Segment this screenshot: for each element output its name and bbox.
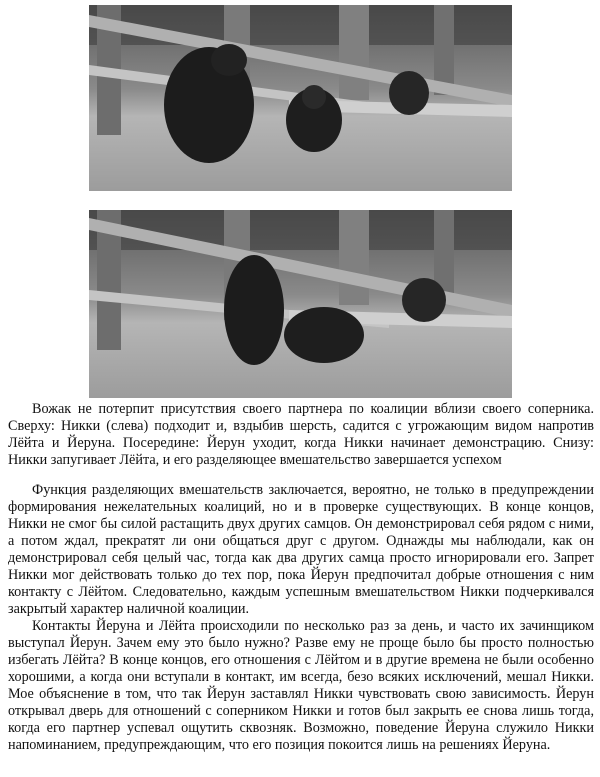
paragraph-line: а потом ждал, прекратят ли они общаться друг с другом. Однажды мы наблюдали, как он [8,533,594,549]
paragraph-line: открывал дверь для отношений с соперником Никки и готов был закрыть ее снова лишь тогда, [8,703,594,719]
paragraph-line: Никки мог действовать только до тех пор, пока Йерун предпочитал добрые отношения с ним [8,567,594,583]
paragraph-line: напоминанием, предупреждающим, что его позиция покоится лишь на решениях Йеруна. [8,737,551,753]
paragraph-line: Функция разделяющих вмешательств заключается, вероятно, не только в предупреждении [32,482,594,498]
photo-chimps-top [89,5,512,191]
photo-chimps-bottom [89,210,512,398]
paragraph-line: Контакты Йеруна и Лёйта происходили по несколько раз за день, и часто их зачинщиком [32,618,594,634]
caption-line: Вожак не потерпит присутствия своего партнера по коалиции вблизи своего соперника. [32,401,594,417]
paragraph-line: выступал Йерун. Зачем ему это было нужно? Разве ему не проще было бы просто полностью [8,635,594,651]
paragraph-line: хорошими, а когда они вступали в контакт, им всегда, безо всяких исключений, мешал Никки. [8,669,594,685]
paragraph-line: избегать Лёйта? В конце концов, его отношения с Лёйтом и в другие времена не были особенно [8,652,594,668]
caption-line: Лёйта и Йеруна. Посередине: Йерун уходит, когда Никки начинает демонстрацию. Снизу: [8,435,594,451]
paragraph-line: Никки не смог бы силой растащить двух других самцов. Он демонстрировал себя рядом с ними, [8,516,594,532]
figure-caption [8,401,594,469]
paragraph-line: когда его партнер успевал ощутить сквозняк. Возможно, поведение Йеруна служило Никки [8,720,594,736]
body-text [8,482,594,754]
caption-line: Сверху: Никки (слева) подходит и, вздыбив шерсть, садится с угрожающим видом напротив [8,418,594,434]
caption-line: Никки запугивает Лёйта, и его разделяющее вмешательство завершается успехом [8,452,502,468]
paragraph-line: Мое объяснение в том, что так Йерун заставлял Никки чувствовать свою зависимость. Йерун [8,686,594,702]
paragraph-line: формирования нежелательных коалиций, но и в проверке существующих. В конце концов, [8,499,594,515]
paragraph-line: закрытый характер наличной коалиции. [8,601,250,617]
paragraph-line: демонстрировал себя целый час, тогда как два других самца просто игнорировали его. Запрет [8,550,594,566]
paragraph-line: контакту с Лёйтом. Следовательно, каждым успешным вмешательством Никки подчеркивался [8,584,594,600]
